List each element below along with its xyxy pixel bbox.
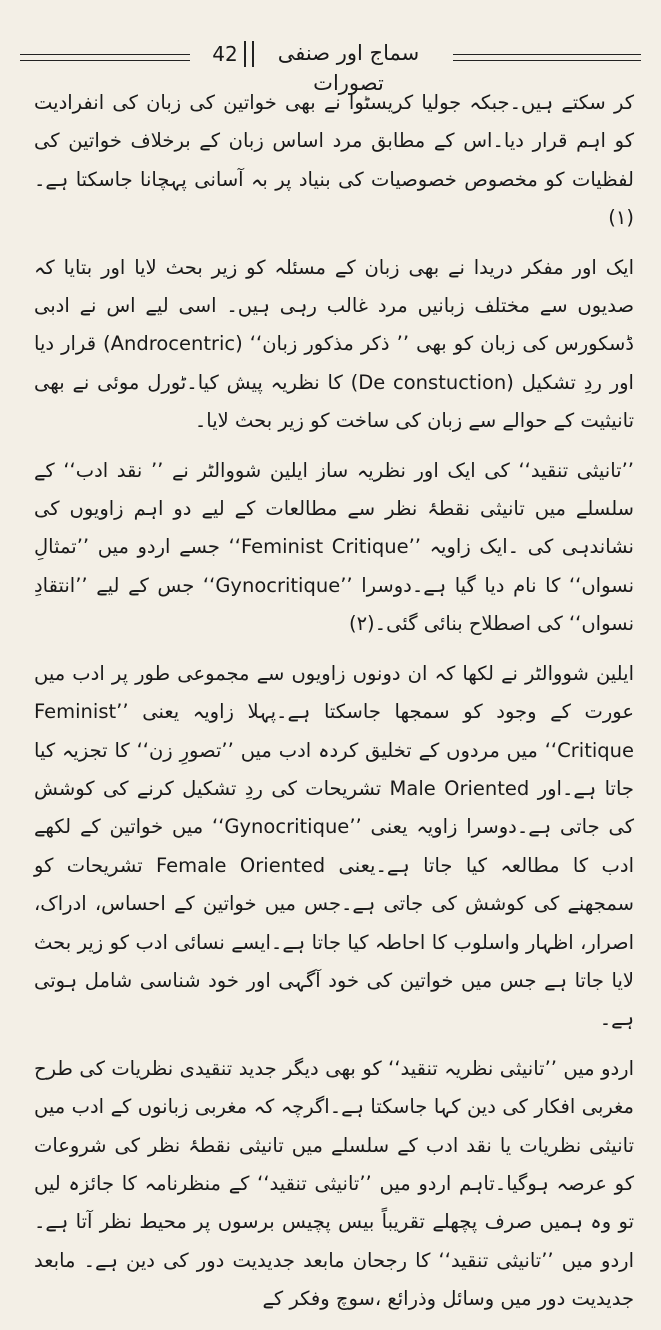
paragraph-1: کر سکتے ہیں۔جبکہ جولیا کریسٹوا نے بھی خواتین کی زبان کی انفرادیت کو اہم قرار دیا۔اس کے مطابق مرد اساس زبان کے برخلاف خواتین کی لفظیات کو مخصوص خصوصیات کی بنیاد پر بہ آسانی پہچانا جاسکتا ہے۔(۱) xyxy=(34,91,634,230)
header-rule-left xyxy=(20,54,190,61)
running-header xyxy=(20,38,641,95)
paragraph-3: ’’تانیثی تنقید‘‘ کی ایک اور نظریہ ساز ایلین شووالٹر نے ’’ نقد ادب‘‘ کے سلسلے میں تانیثی نقطۂ نظر سے مطالعات کے لیے دو اہم زاویوں کی نشاندہی کی ۔ایک زاویہ ’’Feminist Critique‘‘ جسے اردو میں ’’تمثالِ نسواں‘‘ کا نام دیا گیا ہے۔دوسرا ’’Gynocritique‘‘ جس کے لیے ’’انتقادِ نسواں‘‘ کی اصطلاح بنائی گئی۔(۲) xyxy=(34,458,634,636)
paragraph-5: اردو میں ’’تانیثی نظریہ تنقید‘‘ کو بھی دیگر جدید تنقیدی نظریات کی طرح مغربی افکار کی دین کہا جاسکتا ہے۔اگرچہ کہ مغربی زبانوں کے ادب میں تانیثی نظریات یا نقد ادب کے سلسلے میں تانیثی نقطۂ نظر کی شروعات کو عرصہ ہوگیا۔تاہم اردو میں ’’تانیثی تنقید‘‘ کے منظرنامہ کا جائزہ لیں تو وہ ہمیں صرف پچھلے تقریباً بیس پچیس برسوں پر محیط نظر آتا ہے۔ اردو میں ’’تانیثی تنقید‘‘ کا رجحان مابعد جدیدیت دور کی دین ہے۔ مابعد جدیدیت دور میں وسائل وذرائع ،سوچ وفکر کے xyxy=(34,1056,634,1311)
header-rule-right xyxy=(453,54,641,61)
body-text xyxy=(34,84,634,1330)
paragraph-4: ایلین شووالٹر نے لکھا کہ ان دونوں زاویوں سے مجموعی طور پر ادب میں عورت کے وجود کو سمجھا جاسکتا ہے۔پہلا زاویہ یعنی ’’Feminist Critique‘‘ میں مردوں کے تخلیق کردہ ادب میں ’’تصورِ زن‘‘ کا تجزیہ کیا جاتا ہے۔اور Male Oriented تشریحات کی ردِ تشکیل کرنے کی کوشش کی جاتی ہے۔دوسرا زاویہ یعنی ’’Gynocritique‘‘ میں خواتین کے لکھے ادب کا مطالعہ کیا جاتا ہے۔یعنی Female Oriented تشریحات کو سمجھنے کی کوشش کی جاتی ہے۔جس میں خواتین کے احساس، ادراک، اصرار، اظہار واسلوب کا احاطہ کیا جاتا ہے۔ایسے نسائی ادب کو زیر بحث لایا جاتا ہے جس میں خواتین کی خود آگہی اور خود شناسی شامل ہوتی ہے۔ xyxy=(34,661,635,1031)
running-title: سماج اور صنفی تصورات xyxy=(277,41,420,95)
page-number: 42 xyxy=(212,42,238,66)
paragraph-2: ایک اور مفکر دریدا نے بھی زبان کے مسئلہ کو زیر بحث لایا اور بتایا کہ صدیوں سے مختلف زبانیں مرد غالب رہی ہیں۔ اسی لیے اس نے ادبی ڈسکورس کی زبان کو بھی ’’ ذکر مذکور زبان‘‘ (Androcentric) قرار دیا اور ردِ تشکیل (De constuction) کا نظریہ پیش کیا۔ٹورل موئی نے بھی تانیثیت کے حوالے سے زبان کی ساخت کو زیر بحث لایا۔ xyxy=(34,255,634,433)
header-divider xyxy=(244,41,254,67)
